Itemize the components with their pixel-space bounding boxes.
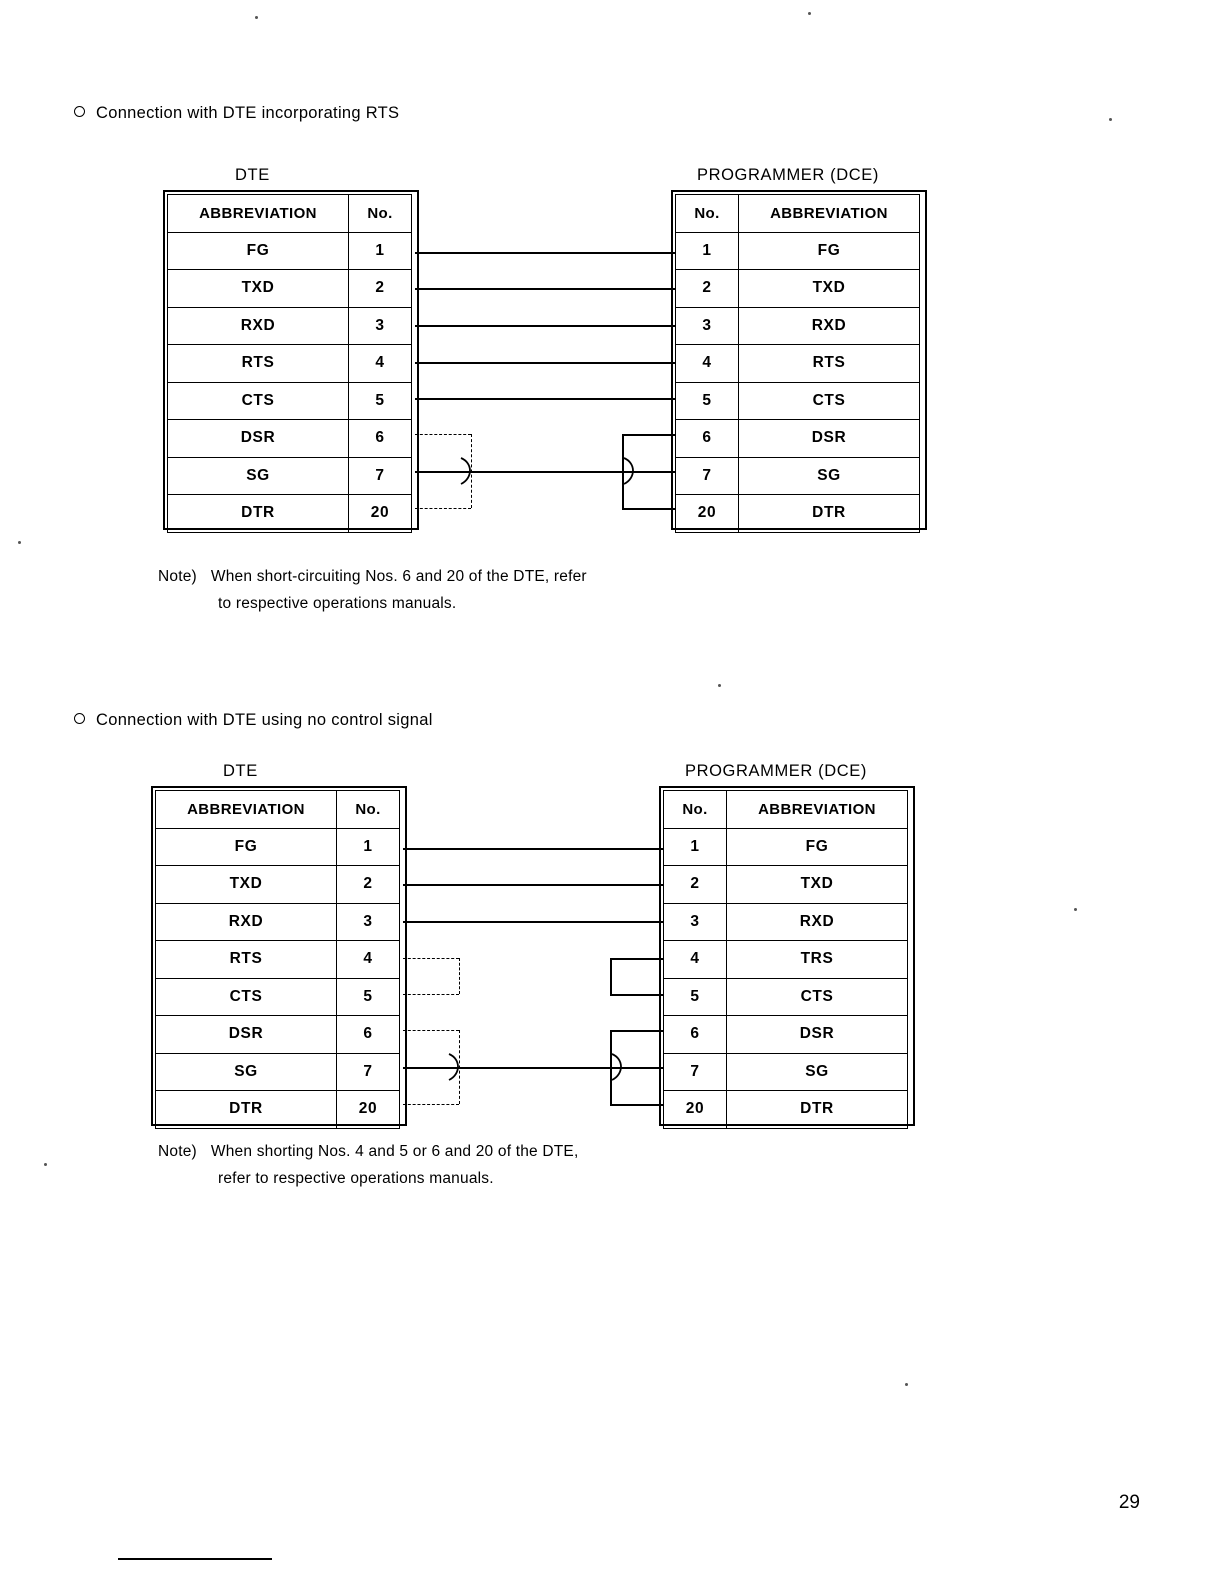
table-row [156, 1053, 400, 1091]
table-row [168, 457, 412, 495]
table-row [168, 307, 412, 345]
table-row [664, 978, 908, 1016]
table-header-row [676, 195, 920, 233]
table-row [676, 495, 920, 533]
cell-abbr: RTS [156, 941, 337, 979]
wire-jog-left-icon [459, 456, 481, 488]
cell-no: 2 [349, 270, 412, 308]
wire-dce-20 [610, 1104, 663, 1106]
dashed-wire-dte-20 [415, 508, 471, 509]
print-speck [1109, 118, 1112, 121]
cell-no: 6 [349, 420, 412, 458]
table-row [676, 270, 920, 308]
wire-pin-3 [403, 921, 663, 923]
table-row [676, 382, 920, 420]
print-speck [718, 684, 721, 687]
cell-no: 1 [337, 828, 400, 866]
cell-abbr: DSR [727, 1016, 908, 1054]
wire-dce-6 [622, 434, 675, 436]
table-row [156, 978, 400, 1016]
diagram-2-programmer-table [663, 790, 908, 1129]
cell-no: 3 [349, 307, 412, 345]
print-speck [44, 1163, 47, 1166]
cell-abbr: TXD [156, 866, 337, 904]
wire-jog-right-icon [610, 1052, 632, 1084]
table-row [676, 345, 920, 383]
table-row [676, 232, 920, 270]
note-label: Note) [158, 568, 197, 585]
wire-pin-4 [415, 362, 675, 364]
cell-no: 7 [337, 1053, 400, 1091]
section-2-heading [74, 711, 433, 730]
cell-abbr: RXD [727, 903, 908, 941]
wire-dce-4 [610, 958, 663, 960]
cell-no: 3 [664, 903, 727, 941]
cell-abbr: DTR [168, 495, 349, 533]
cell-abbr: FG [739, 232, 920, 270]
cell-abbr: RTS [739, 345, 920, 383]
cell-abbr: RTS [168, 345, 349, 383]
section-1-heading-text: Connection with DTE incorporating RTS [96, 104, 400, 122]
wire-pin-1 [415, 252, 675, 254]
wire-dce-20 [622, 508, 675, 510]
table-header-row [156, 791, 400, 829]
diagram-1 [167, 166, 937, 521]
cell-no: 4 [676, 345, 739, 383]
wire-pin-2 [415, 288, 675, 290]
wire-jog-right-icon [622, 456, 644, 488]
table-row [664, 1016, 908, 1054]
dashed-wire-dte-bridge-4-5 [459, 958, 460, 994]
table-row [156, 866, 400, 904]
bullet-icon [74, 106, 85, 117]
diagram-1-note [158, 563, 587, 617]
note-line-2: to respective operations manuals. [218, 595, 457, 612]
table-row [168, 270, 412, 308]
print-speck [1074, 908, 1077, 911]
cell-no: 1 [349, 232, 412, 270]
cell-no: 1 [664, 828, 727, 866]
cell-abbr: TXD [727, 866, 908, 904]
section-2-heading-text: Connection with DTE using no control signal [96, 711, 433, 729]
wire-dce-5 [610, 994, 663, 996]
header-abbreviation: ABBREVIATION [727, 791, 908, 829]
wire-pin-1 [403, 848, 663, 850]
cell-no: 6 [664, 1016, 727, 1054]
header-abbreviation: ABBREVIATION [168, 195, 349, 233]
cell-no: 6 [676, 420, 739, 458]
bottom-rule [118, 1558, 272, 1560]
cell-no: 4 [337, 941, 400, 979]
table-row [156, 1016, 400, 1054]
header-abbreviation: ABBREVIATION [156, 791, 337, 829]
diagram-1-dte-table [167, 194, 412, 533]
wire-jog-left-icon [447, 1052, 469, 1084]
cell-no: 7 [664, 1053, 727, 1091]
table-header-row [664, 791, 908, 829]
table-row [156, 1091, 400, 1129]
cell-abbr: SG [168, 457, 349, 495]
dashed-wire-dte-20 [403, 1104, 459, 1105]
cell-abbr: DTR [156, 1091, 337, 1129]
cell-abbr: CTS [727, 978, 908, 1016]
wire-dce-bridge-4-5 [610, 958, 612, 994]
table-row [676, 307, 920, 345]
table-row [156, 941, 400, 979]
cell-no: 20 [337, 1091, 400, 1129]
cell-no: 2 [337, 866, 400, 904]
cell-abbr: CTS [168, 382, 349, 420]
table-row [168, 495, 412, 533]
table-row [168, 420, 412, 458]
diagram-2-dte-table [155, 790, 400, 1129]
note-line-1: When short-circuiting Nos. 6 and 20 of the DTE, refer [210, 568, 587, 585]
header-no: No. [676, 195, 739, 233]
cell-no: 4 [349, 345, 412, 383]
wire-dce-6 [610, 1030, 663, 1032]
cell-no: 7 [349, 457, 412, 495]
diagram-1-programmer-table [675, 194, 920, 533]
diagram-2-right-caption: PROGRAMMER (DCE) [685, 762, 867, 780]
dashed-wire-dte-5 [403, 994, 459, 995]
cell-abbr: TXD [168, 270, 349, 308]
table-row [156, 828, 400, 866]
dashed-wire-dte-bridge-6-20 [459, 1030, 460, 1104]
cell-no: 2 [676, 270, 739, 308]
print-speck [18, 541, 21, 544]
cell-abbr: SG [156, 1053, 337, 1091]
cell-abbr: FG [156, 828, 337, 866]
cell-no: 5 [676, 382, 739, 420]
cell-no: 6 [337, 1016, 400, 1054]
cell-abbr: DSR [168, 420, 349, 458]
cell-abbr: FG [168, 232, 349, 270]
print-speck [255, 16, 258, 19]
table-row [168, 345, 412, 383]
diagram-2 [155, 762, 925, 1117]
table-row [664, 828, 908, 866]
header-no: No. [664, 791, 727, 829]
cell-no: 20 [664, 1091, 727, 1129]
cell-abbr: RXD [156, 903, 337, 941]
cell-abbr: TRS [727, 941, 908, 979]
cell-abbr: TXD [739, 270, 920, 308]
table-row [156, 903, 400, 941]
cell-abbr: DTR [739, 495, 920, 533]
cell-no: 5 [349, 382, 412, 420]
cell-no: 20 [349, 495, 412, 533]
diagram-1-right-caption: PROGRAMMER (DCE) [697, 166, 879, 184]
print-speck [808, 12, 811, 15]
wire-dce-bridge-6-20 [610, 1030, 612, 1104]
cell-no: 3 [676, 307, 739, 345]
cell-no: 20 [676, 495, 739, 533]
table-header-row [168, 195, 412, 233]
cell-no: 3 [337, 903, 400, 941]
note-line-2: refer to respective operations manuals. [218, 1170, 494, 1187]
bullet-icon [74, 713, 85, 724]
cell-abbr: CTS [739, 382, 920, 420]
cell-abbr: SG [739, 457, 920, 495]
wire-pin-3 [415, 325, 675, 327]
note-label: Note) [158, 1143, 197, 1160]
cell-abbr: DTR [727, 1091, 908, 1129]
table-row [664, 903, 908, 941]
note-line-1: When shorting Nos. 4 and 5 or 6 and 20 of the DTE, [210, 1143, 579, 1160]
diagram-2-note [158, 1138, 578, 1192]
header-no: No. [337, 791, 400, 829]
table-row [676, 420, 920, 458]
header-no: No. [349, 195, 412, 233]
table-row [168, 232, 412, 270]
print-speck [905, 1383, 908, 1386]
section-1-heading [74, 104, 399, 123]
cell-abbr: RXD [739, 307, 920, 345]
table-row [168, 382, 412, 420]
dashed-wire-dte-6 [403, 1030, 459, 1031]
cell-no: 5 [664, 978, 727, 1016]
cell-abbr: CTS [156, 978, 337, 1016]
cell-no: 1 [676, 232, 739, 270]
diagram-2-left-caption: DTE [223, 762, 258, 780]
cell-abbr: SG [727, 1053, 908, 1091]
dashed-wire-dte-bridge [471, 434, 472, 508]
page-number: 29 [1118, 1492, 1140, 1513]
table-row [664, 941, 908, 979]
table-row [664, 1091, 908, 1129]
wire-pin-5 [415, 398, 675, 400]
wire-dce-bridge [622, 434, 624, 508]
wire-pin-2 [403, 884, 663, 886]
cell-no: 7 [676, 457, 739, 495]
diagram-1-left-caption: DTE [235, 166, 270, 184]
cell-no: 5 [337, 978, 400, 1016]
cell-abbr: RXD [168, 307, 349, 345]
table-row [664, 1053, 908, 1091]
cell-no: 4 [664, 941, 727, 979]
dashed-wire-dte-6 [415, 434, 471, 435]
cell-abbr: DSR [156, 1016, 337, 1054]
cell-abbr: FG [727, 828, 908, 866]
table-row [664, 866, 908, 904]
dashed-wire-dte-4 [403, 958, 459, 959]
cell-abbr: DSR [739, 420, 920, 458]
header-abbreviation: ABBREVIATION [739, 195, 920, 233]
cell-no: 2 [664, 866, 727, 904]
table-row [676, 457, 920, 495]
